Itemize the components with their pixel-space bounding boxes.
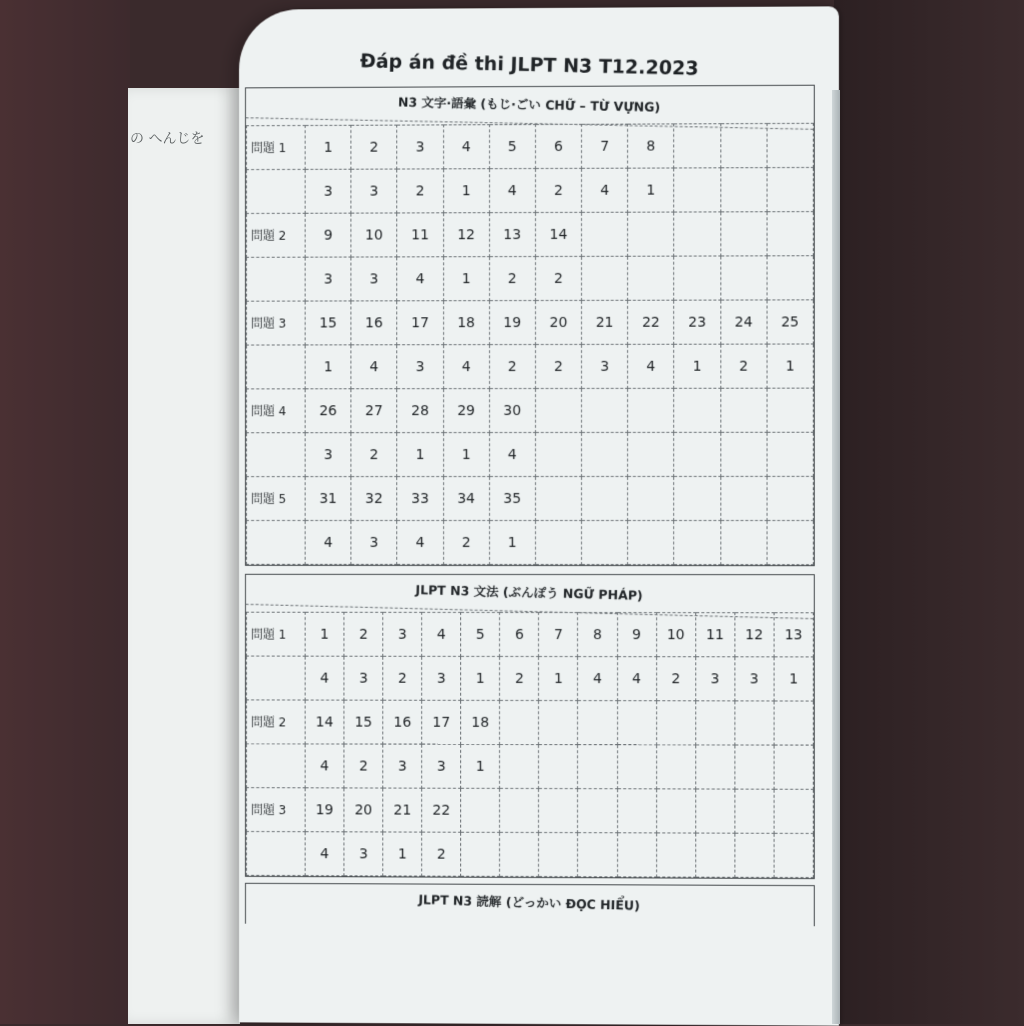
answer-value: 3 <box>582 344 628 388</box>
question-number <box>767 476 814 520</box>
answer-value: 2 <box>383 656 422 700</box>
question-number <box>767 388 814 432</box>
question-number <box>735 789 774 833</box>
answer-value: 4 <box>578 657 617 701</box>
answer-value: 3 <box>422 656 461 700</box>
left-page <box>128 88 240 1024</box>
answer-value: 2 <box>397 169 443 213</box>
answer-value: 2 <box>489 257 535 301</box>
question-number: 21 <box>383 788 422 832</box>
answer-value: 4 <box>351 345 397 389</box>
group-label: 問題 3 <box>246 788 305 832</box>
answer-value: 1 <box>774 657 813 701</box>
group-label: 問題 2 <box>246 700 305 744</box>
question-number <box>578 789 617 833</box>
question-number: 34 <box>443 477 489 521</box>
question-number: 17 <box>397 301 443 345</box>
answer-value <box>535 520 581 564</box>
answer-value <box>582 256 628 300</box>
answer-value: 2 <box>500 656 539 700</box>
question-number <box>582 212 628 256</box>
question-number: 3 <box>383 612 422 656</box>
question-number: 1 <box>305 612 344 656</box>
question-number-row <box>246 612 813 657</box>
question-number <box>535 476 581 520</box>
answer-value: 3 <box>351 520 397 564</box>
answer-value: 2 <box>443 520 489 564</box>
group-label <box>246 433 305 477</box>
group-label: 問題 4 <box>246 389 305 433</box>
question-number <box>695 789 734 833</box>
question-number <box>720 124 766 168</box>
question-number: 14 <box>305 700 344 744</box>
answer-value <box>674 521 720 565</box>
group-label <box>246 257 305 301</box>
question-number: 8 <box>628 124 674 168</box>
question-number <box>695 701 734 745</box>
question-number: 26 <box>305 389 351 433</box>
question-number <box>767 212 814 256</box>
answer-value: 2 <box>351 433 397 477</box>
answer-value <box>500 832 539 876</box>
question-number <box>461 788 500 832</box>
page-content <box>245 45 815 927</box>
group-label: 問題 3 <box>246 301 305 345</box>
answer-value: 3 <box>351 169 397 213</box>
answer-table <box>246 612 814 878</box>
question-number <box>500 700 539 744</box>
question-number: 9 <box>617 613 656 657</box>
question-number: 15 <box>344 700 383 744</box>
answer-value: 1 <box>461 656 500 700</box>
answer-value: 1 <box>443 257 489 301</box>
question-number <box>674 388 720 432</box>
group-label: 問題 1 <box>246 125 305 169</box>
question-number <box>656 701 695 745</box>
question-number-row <box>246 476 813 520</box>
answer-row <box>246 520 813 564</box>
answer-value <box>535 432 581 476</box>
question-number: 24 <box>720 300 766 344</box>
answer-row <box>246 656 813 701</box>
answer-value: 2 <box>720 344 766 388</box>
answer-value: 2 <box>422 832 461 876</box>
question-number: 18 <box>443 301 489 345</box>
group-label <box>246 520 305 564</box>
answer-value: 1 <box>461 744 500 788</box>
group-label <box>246 744 305 788</box>
question-number: 12 <box>735 613 774 657</box>
answer-value: 3 <box>305 433 351 477</box>
answer-value <box>628 256 674 300</box>
question-number: 11 <box>695 613 734 657</box>
question-number <box>767 123 814 167</box>
answer-value: 3 <box>305 257 351 301</box>
answer-value <box>674 432 720 476</box>
question-number-row <box>246 212 813 258</box>
question-number <box>539 701 578 745</box>
answer-value: 1 <box>628 168 674 212</box>
question-number: 13 <box>489 213 535 257</box>
question-number: 10 <box>351 213 397 257</box>
answer-value <box>735 745 774 789</box>
question-number-row <box>246 700 813 745</box>
question-number: 13 <box>774 613 813 657</box>
background-left <box>0 0 130 1024</box>
answer-value <box>767 521 814 565</box>
answer-value <box>674 256 720 300</box>
question-number: 17 <box>422 700 461 744</box>
answer-value: 1 <box>443 169 489 213</box>
answer-value <box>767 256 814 300</box>
question-number <box>774 701 813 745</box>
question-number-row <box>246 123 813 169</box>
question-number-row <box>246 788 813 834</box>
question-number <box>735 701 774 745</box>
answer-value <box>695 833 734 877</box>
answer-value: 4 <box>397 257 443 301</box>
question-number <box>720 388 766 432</box>
answer-value <box>656 745 695 789</box>
answer-value: 4 <box>582 168 628 212</box>
question-number: 7 <box>582 124 628 168</box>
question-number: 15 <box>305 301 351 345</box>
answer-value: 1 <box>489 520 535 564</box>
answer-value: 1 <box>767 344 814 388</box>
question-number: 29 <box>443 389 489 433</box>
answer-value <box>767 167 814 211</box>
question-number: 4 <box>422 612 461 656</box>
answer-value: 3 <box>422 744 461 788</box>
answer-value <box>720 521 766 565</box>
answer-row <box>246 344 813 389</box>
answer-value <box>582 432 628 476</box>
answer-value <box>500 744 539 788</box>
question-number: 20 <box>344 788 383 832</box>
answer-value: 3 <box>305 169 351 213</box>
question-number: 23 <box>674 300 720 344</box>
answer-value <box>720 168 766 212</box>
answer-value: 1 <box>674 344 720 388</box>
answer-value <box>735 833 774 877</box>
section-title: N3 文字·語彙 (もじ·ごい CHỮ – TỪ VỰNG) <box>246 81 815 129</box>
group-label <box>246 656 305 700</box>
answer-row <box>246 432 813 476</box>
group-label <box>246 831 305 875</box>
question-number: 9 <box>305 213 351 257</box>
left-page-text: の へんじを <box>130 131 205 147</box>
background-right <box>834 0 1024 1024</box>
answer-value: 1 <box>443 433 489 477</box>
answer-value <box>774 745 813 789</box>
group-label: 問題 2 <box>246 213 305 257</box>
answer-row <box>246 744 813 790</box>
answer-value <box>628 521 674 565</box>
answer-value <box>461 832 500 876</box>
question-number <box>500 788 539 832</box>
question-number: 16 <box>351 301 397 345</box>
group-label: 問題 1 <box>246 612 305 656</box>
answer-value: 4 <box>617 657 656 701</box>
answer-value <box>695 745 734 789</box>
answer-value: 2 <box>344 744 383 788</box>
answer-row <box>246 256 813 301</box>
question-number: 1 <box>305 125 351 169</box>
answer-value: 1 <box>383 832 422 876</box>
answer-value: 2 <box>656 657 695 701</box>
answer-key-page <box>239 6 839 1025</box>
question-number: 31 <box>305 477 351 521</box>
question-number: 14 <box>535 212 581 256</box>
answer-value <box>720 432 766 476</box>
answer-value <box>656 833 695 877</box>
question-number: 5 <box>489 125 535 169</box>
question-number <box>628 476 674 520</box>
answer-row <box>246 831 813 877</box>
question-number: 32 <box>351 477 397 521</box>
question-number: 7 <box>539 613 578 657</box>
section-grammar <box>245 574 815 879</box>
answer-value: 4 <box>443 345 489 389</box>
question-number: 19 <box>305 788 344 832</box>
answer-value <box>617 833 656 877</box>
answer-value: 4 <box>305 832 344 876</box>
question-number <box>535 388 581 432</box>
question-number: 30 <box>489 389 535 433</box>
answer-value: 4 <box>489 169 535 213</box>
question-number: 11 <box>397 213 443 257</box>
answer-value <box>539 745 578 789</box>
section-reading <box>245 883 815 926</box>
answer-value: 3 <box>351 257 397 301</box>
question-number <box>774 789 813 833</box>
question-number: 22 <box>628 300 674 344</box>
answer-value: 2 <box>489 345 535 389</box>
answer-value: 3 <box>397 345 443 389</box>
question-number: 19 <box>489 301 535 345</box>
answer-value <box>767 432 814 476</box>
section-title: JLPT N3 読解 (どっかい ĐỌC HIỂU) <box>418 891 640 914</box>
answer-value: 3 <box>695 657 734 701</box>
answer-value: 2 <box>535 344 581 388</box>
question-number: 16 <box>383 700 422 744</box>
answer-value <box>720 256 766 300</box>
question-number <box>582 476 628 520</box>
section-title: JLPT N3 文法 (ぶんぽう NGỮ PHÁP) <box>246 568 815 619</box>
group-label <box>246 345 305 389</box>
answer-value <box>582 521 628 565</box>
question-number-row <box>246 300 813 345</box>
answer-value: 4 <box>628 344 674 388</box>
answer-value: 4 <box>397 520 443 564</box>
section-vocabulary <box>245 85 815 566</box>
question-number: 8 <box>578 613 617 657</box>
answer-value: 4 <box>305 520 351 564</box>
question-number: 27 <box>351 389 397 433</box>
question-number: 6 <box>535 124 581 168</box>
question-number: 4 <box>443 125 489 169</box>
question-number <box>674 212 720 256</box>
question-number <box>720 212 766 256</box>
answer-value: 3 <box>344 656 383 700</box>
question-number: 3 <box>397 125 443 169</box>
question-number <box>539 789 578 833</box>
question-number <box>578 701 617 745</box>
group-label: 問題 5 <box>246 477 305 521</box>
answer-table <box>246 123 814 565</box>
question-number: 18 <box>461 700 500 744</box>
question-number: 2 <box>351 125 397 169</box>
question-number <box>628 212 674 256</box>
question-number: 35 <box>489 477 535 521</box>
answer-value: 4 <box>305 656 344 700</box>
question-number: 10 <box>656 613 695 657</box>
answer-value <box>628 432 674 476</box>
question-number: 25 <box>767 300 814 344</box>
question-number: 22 <box>422 788 461 832</box>
answer-value: 4 <box>489 433 535 477</box>
answer-value: 3 <box>344 832 383 876</box>
answer-value <box>578 745 617 789</box>
answer-row <box>246 167 813 213</box>
page-edge <box>832 90 840 1024</box>
question-number <box>617 701 656 745</box>
group-label <box>246 169 305 213</box>
question-number-row <box>246 388 813 433</box>
answer-value <box>578 833 617 877</box>
question-number <box>628 388 674 432</box>
question-number: 28 <box>397 389 443 433</box>
question-number: 21 <box>582 300 628 344</box>
answer-value: 3 <box>735 657 774 701</box>
answer-value: 3 <box>383 744 422 788</box>
question-number <box>617 789 656 833</box>
question-number: 2 <box>344 612 383 656</box>
question-number <box>582 388 628 432</box>
answer-value: 1 <box>397 433 443 477</box>
answer-value: 2 <box>535 168 581 212</box>
question-number <box>656 789 695 833</box>
question-number <box>674 476 720 520</box>
answer-value <box>539 833 578 877</box>
answer-value: 1 <box>539 657 578 701</box>
question-number <box>720 476 766 520</box>
page-title: Đáp án đề thi JLPT N3 T12.2023 <box>359 50 699 80</box>
answer-value <box>617 745 656 789</box>
question-number: 33 <box>397 477 443 521</box>
answer-value: 2 <box>535 256 581 300</box>
question-number: 6 <box>500 612 539 656</box>
answer-value <box>674 168 720 212</box>
question-number: 12 <box>443 213 489 257</box>
question-number <box>674 124 720 168</box>
answer-value <box>774 833 813 877</box>
answer-value: 4 <box>305 744 344 788</box>
question-number: 20 <box>535 300 581 344</box>
question-number: 5 <box>461 612 500 656</box>
answer-value: 1 <box>305 345 351 389</box>
